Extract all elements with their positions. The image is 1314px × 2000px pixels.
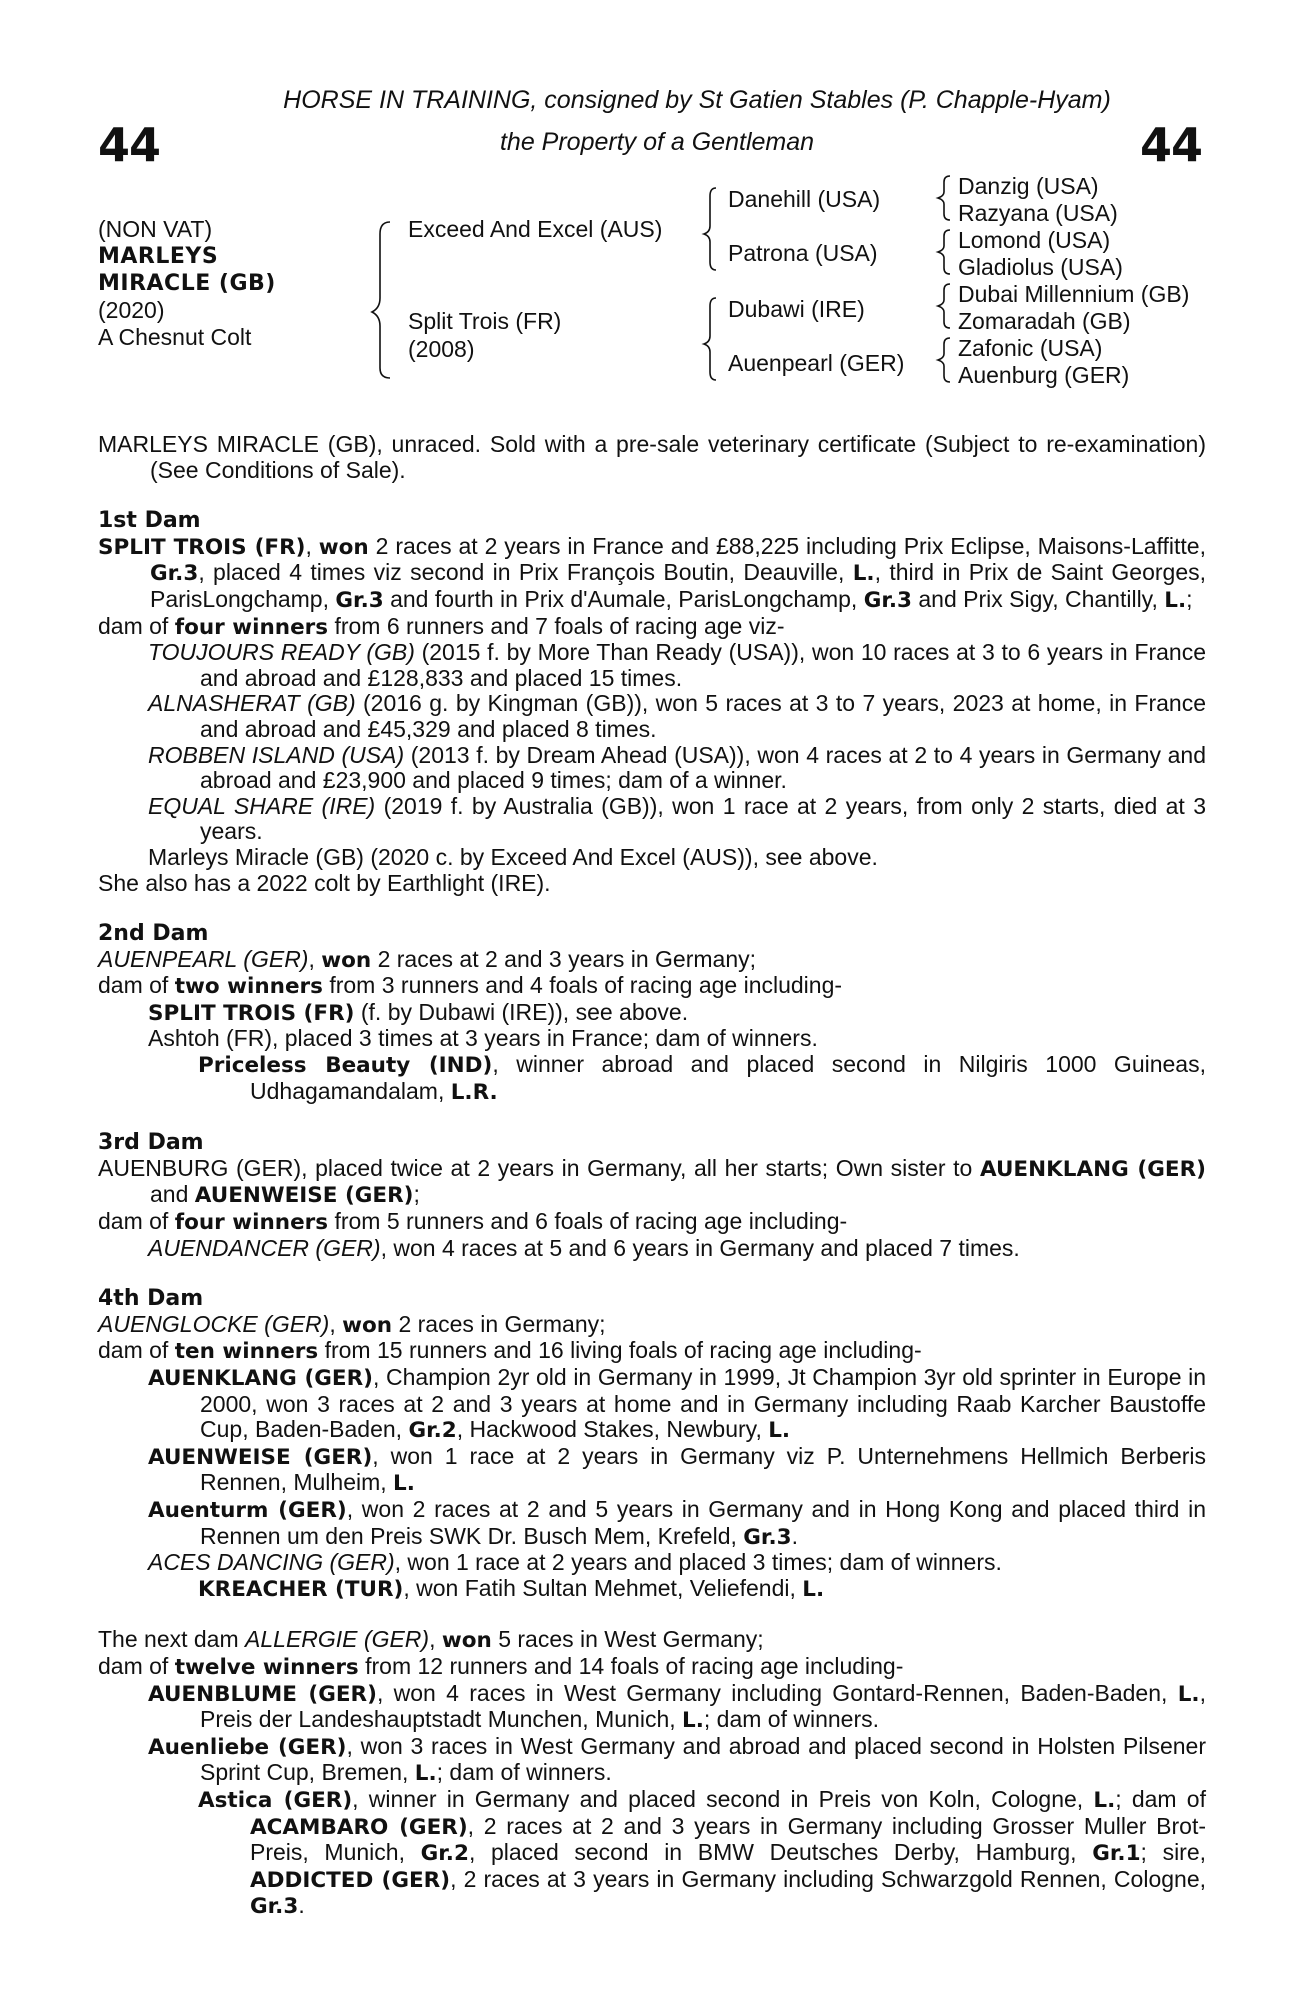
listed-badge: L. (414, 1761, 437, 1787)
record-text: 2 races at 2 and 3 years in Germany; (371, 945, 757, 972)
offspring-entry (98, 1550, 1206, 1576)
catalogue-body (98, 432, 1206, 1920)
record-text: , placed 4 times viz second in Prix François Boutin, Deauville, (198, 559, 853, 586)
horse-name-line1: MARLEYS (98, 244, 219, 269)
third-dam-heading: 3rd Dam (98, 1130, 204, 1156)
record-text: , won 4 races in West Germany including Gontard-Rennen, Baden-Baden, (376, 1679, 1178, 1706)
record-text: , 2 races at 2 and 3 years in Germany including Grosser Muller Brot-Preis, Munich, (250, 1812, 1207, 1866)
offspring-entry (98, 794, 1206, 845)
offspring-name: ROBBEN ISLAND (USA) (148, 741, 405, 768)
dam-of-line (98, 973, 1206, 1000)
ancestor-4: Gladiolus (USA) (958, 254, 1123, 280)
record-text: dam of (98, 972, 175, 999)
offspring-entry: Marleys Miracle (GB) (2020 c. by Exceed And Excel (AUS)), see above. (148, 843, 878, 870)
sire: Exceed And Excel (AUS) (408, 216, 663, 242)
record-text: (f. by Dubawi (IRE)), see above. (354, 998, 689, 1025)
record-text: , won Fatih Sultan Mehmet, Veliefendi, (403, 1574, 803, 1601)
dam-of-line (98, 1654, 1206, 1681)
listed-badge: L. (1177, 1681, 1200, 1707)
offspring-entry (98, 1000, 1206, 1027)
offspring-name: AUENDANCER (GER) (148, 1234, 381, 1261)
vat-status: (NON VAT) (98, 216, 213, 242)
record-text: 2 races in Germany; (392, 1310, 606, 1337)
record-text: dam of (98, 612, 175, 639)
offspring-entry (98, 1681, 1206, 1734)
listed-badge: L. (768, 1418, 791, 1444)
fourth-dam-record: AUENGLOCKE (GER), won 2 races in Germany; (98, 1310, 606, 1338)
offspring-name: EQUAL SHARE (IRE) (148, 792, 376, 819)
won-label: won (441, 1628, 492, 1654)
offspring-name: AUENKLANG (GER) (148, 1366, 374, 1391)
grade-badge: Gr.2 (408, 1418, 457, 1444)
record-text: AUENBURG (GER), placed twice at 2 years in Germany, all her starts; Own sister to (98, 1154, 980, 1181)
record-text: from 12 runners and 14 foals of racing age including- (358, 1652, 904, 1679)
ancestor-8: Auenburg (GER) (958, 362, 1130, 388)
dam-of-line (98, 1338, 1206, 1365)
first-dam-record: SPLIT TROIS (FR), won 2 races at 2 years in France and £88,225 including Prix Eclipse, Maisons-Laffitte, Gr.3, placed 4 times viz second in Prix François Boutin, Deauville, L., third in Prix de Saint Georges, ParisLongchamp, Gr.3 and fourth in Prix d'Aumale, ParisLongchamp, Gr.3 and Prix Sigy, Chantilly, L.; (98, 532, 1207, 613)
record-text: , won 1 race at 2 years in Germany viz P. Unternehmens Hellmich Berberis Rennen, Mulheim, (200, 1442, 1206, 1496)
ancestor-2: Razyana (USA) (958, 200, 1118, 226)
grade-badge: Gr.3 (335, 587, 384, 613)
offspring-entry (98, 1497, 1206, 1550)
listed-badge: L. (1164, 587, 1187, 613)
record-text: (2013 f. by Dream Ahead (USA)), won 4 races at 2 to 4 years in Germany and abroad and £23,900 and placed 9 times; dam of a winner. (200, 741, 1207, 794)
winners-count: four winners (174, 614, 329, 640)
offspring-entry (98, 743, 1206, 794)
record-text: , winner abroad and placed second in Nilgiris 1000 Guineas, Udhagamandalam, (250, 1051, 1206, 1104)
pedigree-table (0, 0, 1314, 400)
sire-dam: Patrona (USA) (728, 240, 878, 266)
record-text: and fourth in Prix d'Aumale, ParisLongchamp, (383, 585, 864, 612)
grand-offspring-entry (98, 1787, 1206, 1920)
won-label: won (342, 1312, 393, 1338)
offspring-name: KREACHER (TUR) (198, 1576, 404, 1602)
ancestor-1: Danzig (USA) (958, 173, 1099, 199)
record-text: ; dam of (1115, 1785, 1206, 1812)
record-text: , won 3 races in West Germany and abroad and placed second in Holsten Pilsener Sprint Cup, Bremen, (200, 1732, 1207, 1786)
first-dam-heading: 1st Dam (98, 508, 201, 534)
listed-badge: L. (852, 561, 875, 587)
second-dam-heading: 2nd Dam (98, 921, 209, 947)
dam-sire: Dubawi (IRE) (728, 296, 865, 322)
dam-dam: Auenpearl (GER) (728, 350, 905, 376)
won-label: won (321, 947, 372, 973)
winners-count: two winners (174, 974, 323, 1000)
grade-badge: Gr.3 (150, 561, 199, 587)
offspring-name: Priceless Beauty (IND) (198, 1053, 493, 1079)
horse-foaling-year: (2020) (98, 297, 165, 323)
record-text: ; dam of winners. (703, 1706, 880, 1733)
record-text: . (298, 1892, 305, 1919)
record-text: , 2 races at 3 years in Germany including Schwarzgold Rennen, Cologne, (450, 1865, 1207, 1892)
sire-sire: Danehill (USA) (728, 186, 881, 212)
dam-name: AUENPEARL (GER) (98, 945, 309, 972)
second-dam-record: AUENPEARL (GER), won 2 races at 2 and 3 years in Germany; (98, 945, 757, 973)
record-text: , Hackwood Stakes, Newbury, (456, 1416, 769, 1443)
grand-offspring-entry (98, 1052, 1206, 1105)
offspring-name: SPLIT TROIS (FR) (148, 1000, 355, 1026)
offspring-name: Auenliebe (GER) (148, 1734, 347, 1760)
listed-badge: L. (1093, 1787, 1116, 1813)
dam-year: (2008) (408, 336, 475, 362)
section-gap (98, 1602, 1206, 1627)
dam-of-line (98, 614, 1206, 641)
offspring-entry (98, 691, 1206, 742)
record-text: , placed second in BMW Deutsches Derby, Hamburg, (468, 1839, 1093, 1866)
offspring-entry (98, 1236, 1206, 1262)
ancestor-5: Dubai Millennium (GB) (958, 281, 1190, 307)
grade-badge: Gr.2 (420, 1841, 469, 1867)
dam-name: SPLIT TROIS (FR) (98, 534, 306, 560)
grade-badge: Gr.3 (743, 1524, 792, 1550)
third-dam-record (98, 1156, 1206, 1209)
record-text: (2015 f. by More Than Ready (USA)), won 10 races at 3 to 6 years in France and abroad and £128,833 and placed 15 times. (200, 639, 1206, 691)
record-text: , won 1 race at 2 years and placed 3 times; dam of winners. (394, 1549, 1002, 1576)
dam-of-line (98, 1209, 1206, 1236)
record-text: , third in Prix de Saint Georges, ParisLongchamp, (150, 559, 1207, 612)
record-text: (2019 f. by Australia (GB)), won 1 race at 2 years, from only 2 starts, died at 3 years. (200, 792, 1206, 845)
record-text: from 3 runners and 4 foals of racing age including- (322, 972, 843, 999)
listed-badge: L. (393, 1471, 415, 1497)
intro-paragraph: MARLEYS MIRACLE (GB), unraced. Sold with a pre-sale veterinary certificate (Subject to re-examination) (See Conditions of Sale). (98, 431, 1206, 483)
record-text: from 6 runners and 7 foals of racing age viz- (328, 612, 785, 639)
record-text: The next dam (98, 1626, 246, 1653)
record-text: (2016 g. by Kingman (GB)), won 5 races at 3 to 7 years, 2023 at home, in France and abroad and £45,329 and placed 8 times. (200, 690, 1206, 742)
record-text: . (791, 1522, 798, 1549)
record-text: , Preis der Landeshauptstadt Munchen, Munich, (200, 1679, 1206, 1733)
consignor-heading: HORSE IN TRAINING, consigned by St Gatien Stables (P. Chapple-Hyam) (283, 86, 1111, 114)
offspring-name: ADDICTED (GER) (250, 1867, 451, 1893)
grade-badge: Gr.3 (863, 587, 912, 613)
dam: Split Trois (FR) (408, 308, 562, 334)
next-dam-record (98, 1627, 1206, 1654)
listed-badge: L. (682, 1708, 704, 1734)
offspring-entry (98, 640, 1206, 691)
lot-number-right: 44 (1139, 118, 1202, 172)
record-text: dam of (98, 1208, 175, 1235)
record-text: ; sire, (1140, 1839, 1207, 1866)
winners-count: twelve winners (174, 1654, 359, 1680)
record-text: , Champion 2yr old in Germany in 1999, Jt Champion 3yr old sprinter in Europe in 2000, won 3 races at 2 and 3 years at home and in Germany including Raab Karcher Baustoffe Cup, Baden-Baden, (200, 1364, 1206, 1443)
offspring-entry (98, 1444, 1206, 1497)
grade-badge: Gr.1 (1092, 1841, 1141, 1867)
record-text: ; (1186, 585, 1193, 612)
lot-number-left: 44 (98, 118, 161, 172)
offspring-entry: Ashtoh (FR), placed 3 times at 3 years in France; dam of winners. (148, 1025, 818, 1052)
offspring-name: AUENBLUME (GER) (148, 1681, 377, 1707)
record-text: and (150, 1181, 195, 1208)
horse-description: A Chesnut Colt (98, 324, 252, 350)
record-text: from 5 runners and 6 foals of racing age including- (328, 1208, 848, 1235)
grand-offspring-entry (98, 1576, 1206, 1603)
winners-count: ten winners (174, 1339, 319, 1365)
record-text: 5 races in West Germany; (491, 1626, 764, 1653)
offspring-name: ACAMBARO (GER) (250, 1814, 468, 1840)
record-text: ; dam of winners. (436, 1759, 612, 1786)
offspring-entry (98, 1734, 1206, 1787)
offspring-name: Astica (GER) (198, 1787, 353, 1813)
offspring-name: AUENWEISE (GER) (148, 1444, 373, 1470)
record-text: , winner in Germany and placed second in Preis von Koln, Cologne, (352, 1785, 1094, 1812)
record-text: 2 races at 2 years in France and £88,225 including Prix Eclipse, Maisons-Laffitte, (368, 532, 1206, 559)
ancestor-7: Zafonic (USA) (958, 335, 1103, 361)
offspring-entry (98, 1365, 1206, 1444)
record-text: ; (413, 1181, 420, 1208)
sibling-name: AUENKLANG (GER) (979, 1156, 1206, 1182)
record-text: and Prix Sigy, Chantilly, (912, 585, 1165, 612)
horse-name-line2: MIRACLE (GB) (98, 271, 276, 296)
offspring-name: ALNASHERAT (GB) (148, 690, 356, 717)
offspring-name: Auenturm (GER) (148, 1497, 347, 1523)
record-text: , won 4 races at 5 and 6 years in Germany and placed 7 times. (380, 1234, 1020, 1261)
record-text: , won 2 races at 2 and 5 years in Germany and in Hong Kong and placed third in Rennen um den Preis SWK Dr. Busch Mem, Krefeld, (200, 1495, 1206, 1549)
dam-name: AUENGLOCKE (GER) (98, 1310, 330, 1337)
property-heading: the Property of a Gentleman (499, 128, 815, 156)
dam-name: ALLERGIE (GER) (245, 1626, 430, 1653)
grade-badge: Gr.3 (250, 1894, 299, 1920)
record-text: , (429, 1626, 442, 1653)
listed-badge: L. (802, 1576, 825, 1602)
additional-foal-note: She also has a 2022 colt by Earthlight (IRE). (98, 869, 551, 896)
ancestor-3: Lomond (USA) (958, 227, 1111, 253)
winners-count: four winners (174, 1210, 329, 1236)
sibling-name: AUENWEISE (GER) (194, 1183, 414, 1209)
record-text: from 15 runners and 16 living foals of racing age including- (318, 1337, 922, 1364)
fourth-dam-heading: 4th Dam (98, 1286, 204, 1312)
won-label: won (318, 534, 369, 560)
offspring-name: TOUJOURS READY (GB) (148, 639, 415, 666)
record-text: dam of (98, 1337, 175, 1364)
offspring-name: ACES DANCING (GER) (148, 1549, 395, 1576)
record-text: dam of (98, 1652, 175, 1679)
listed-badge: L.R. (450, 1079, 498, 1105)
ancestor-6: Zomaradah (GB) (958, 308, 1131, 334)
